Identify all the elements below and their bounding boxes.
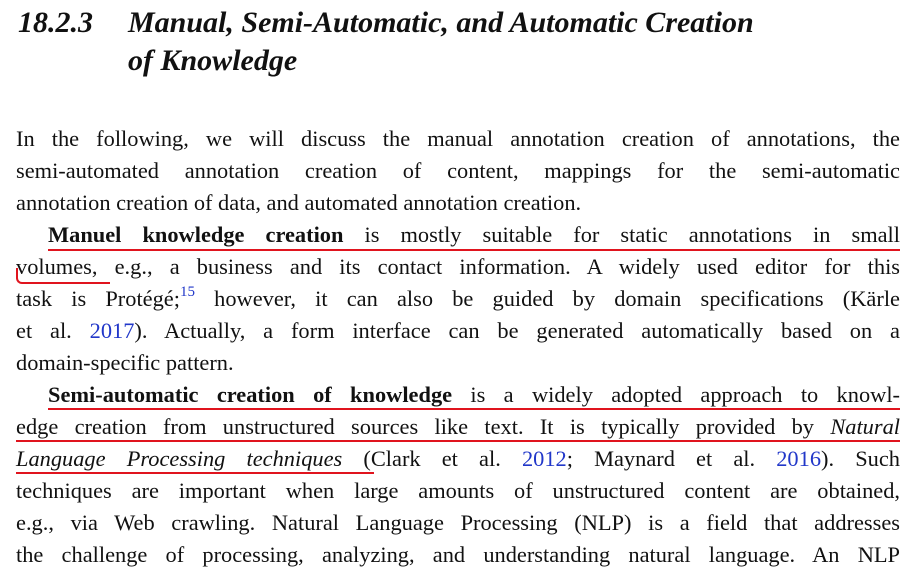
paragraph-3-line-6: the challenge of processing, analyzing, and understanding natural language. An NLP — [16, 542, 900, 567]
term-manual-knowledge-creation: Manuel knowledge creation — [48, 222, 344, 247]
paragraph-3-line-1: Semi-automatic creation of knowledge is a widely adopted approach to knowl- — [48, 382, 900, 407]
annotation-underline-manual-2 — [16, 268, 110, 284]
citation-karle-2017-link[interactable]: 2017 — [89, 318, 135, 343]
paragraph-2-line-5: domain-specific pattern. — [16, 350, 234, 375]
section-number: 18.2.3 — [18, 6, 93, 39]
footnote-15-link[interactable]: 15 — [179, 283, 195, 300]
annotation-underline-manual-1 — [48, 249, 900, 251]
paragraph-1-line-3: annotation creation of data, and automated annotation creation. — [16, 190, 582, 215]
paragraph-2-line-3: task is Protégé;$^{15}$ however, it can also be guided by domain specifications (Kärle — [16, 283, 900, 311]
term-semi-automatic-creation: Semi-automatic creation of knowledge — [48, 382, 453, 407]
section-title-line-2: of Knowledge — [128, 44, 298, 77]
paragraph-3-line-2: edge creation from unstructured sources like text. It is typically provided by Natural — [16, 414, 900, 439]
paragraph-2-line-2: volumes, e.g., a business and its contact information. A widely used editor for this — [16, 254, 900, 279]
annotation-underline-semi-1 — [48, 408, 900, 410]
paragraph-2-line-4: et al. 2017). Actually, a form interface can be generated automatically based on a — [16, 318, 900, 343]
citation-maynard-2016-link[interactable]: 2016 — [776, 446, 822, 471]
paragraph-3-line-5: e.g., via Web crawling. Natural Language Processing (NLP) is a field that addresses — [16, 510, 900, 535]
paragraph-2-line-1: Manuel knowledge creation is mostly suitable for static annotations in small — [48, 222, 900, 247]
section-title-line-1: Manual, Semi-Automatic, and Automatic Creation — [128, 6, 754, 39]
annotation-underline-semi-3 — [16, 472, 374, 474]
citation-clark-2012-link[interactable]: 2012 — [521, 446, 567, 471]
paragraph-1-line-1: In the following, we will discuss the manual annotation creation of annotations, the — [16, 126, 900, 151]
paragraph-3-line-4: techniques are important when large amounts of unstructured content are obtained, — [16, 478, 900, 503]
paragraph-1-line-2: semi-automated annotation creation of content, mappings for the semi-automatic — [16, 158, 900, 183]
annotation-underline-semi-2 — [16, 440, 900, 442]
paragraph-3-line-3: Language Processing techniques (Clark et al. 2012; Maynard et al. 2016). Such — [16, 446, 900, 471]
